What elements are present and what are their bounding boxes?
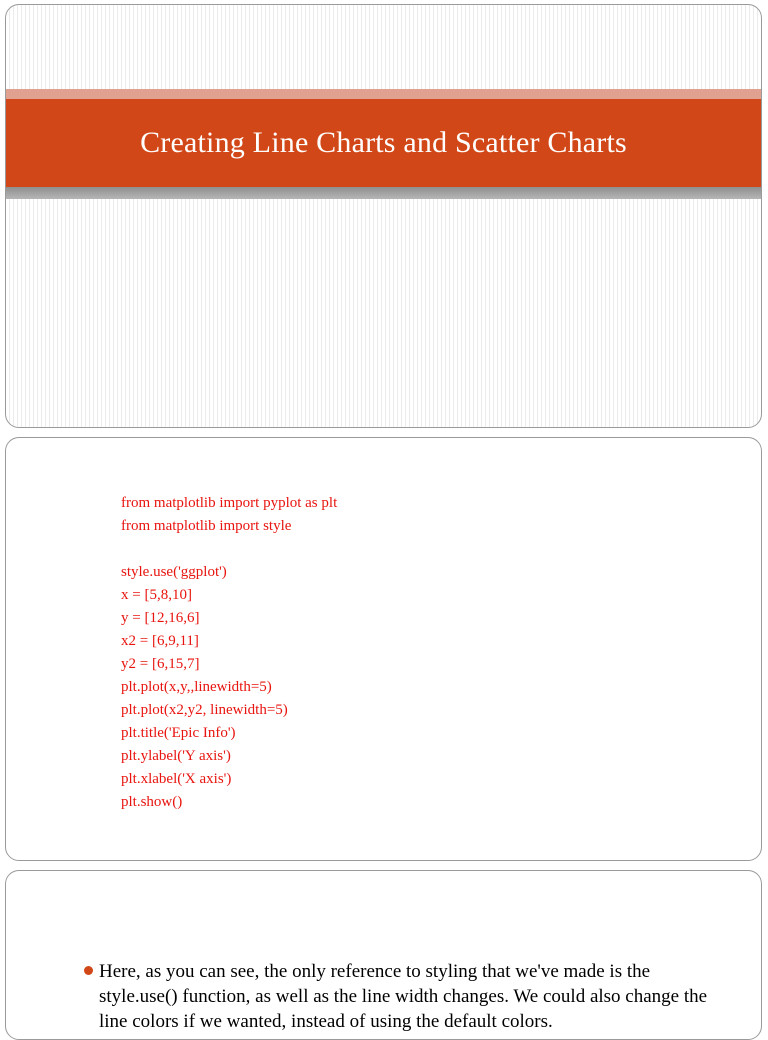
code-line: plt.xlabel('X axis') [121,771,232,787]
code-line: plt.plot(x2,y2, linewidth=5) [121,702,288,718]
code-line [121,538,337,561]
title-band-shadow [6,187,761,199]
bullet-text: Here, as you can see, the only reference to styling that we've made is the style.use() function, as well as the line width changes. We could also change the line colors if we wanted, instead of using the default colors. [99,961,708,1032]
code-line: plt.show() [121,794,183,810]
bullet-dot-icon [84,966,93,975]
code-block [121,492,337,814]
code-line: from matplotlib import pyplot as plt [121,495,338,511]
code-line: x2 = [6,9,11] [121,633,199,649]
code-line: plt.ylabel('Y axis') [121,748,231,764]
code-slide [5,437,762,861]
title-slide [5,4,762,428]
code-line: plt.plot(x,y,,linewidth=5) [121,679,272,695]
code-line: style.use('ggplot') [121,564,227,580]
slide-title: Creating Line Charts and Scatter Charts [140,126,627,159]
text-slide [5,870,762,1040]
code-line: plt.title('Epic Info') [121,725,236,741]
code-line: from matplotlib import style [121,518,292,534]
title-band-highlight [6,89,761,99]
code-line: y2 = [6,15,7] [121,656,200,672]
code-line: y = [12,16,6] [121,610,200,626]
code-line: x = [5,8,10] [121,587,192,603]
bullet-item [84,959,724,1034]
title-band [6,99,761,187]
